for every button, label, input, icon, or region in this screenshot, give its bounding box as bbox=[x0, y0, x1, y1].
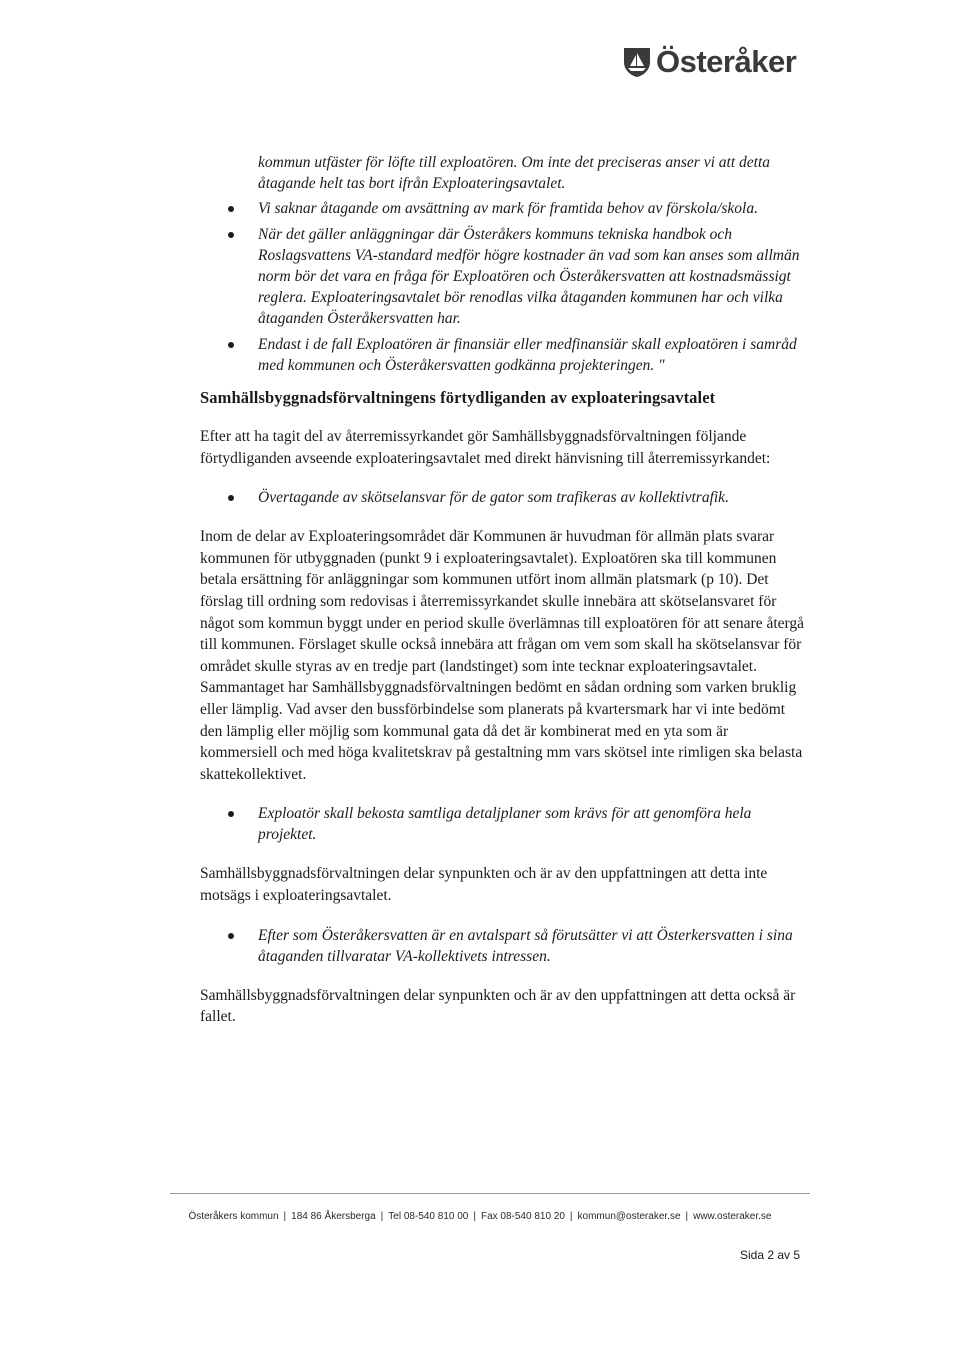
logo-text: Österåker bbox=[656, 44, 797, 79]
footer-email[interactable]: kommun@osteraker.se bbox=[577, 1211, 681, 1222]
document-body bbox=[200, 152, 808, 1046]
page-number: Sida 2 av 5 bbox=[740, 1248, 801, 1262]
response-paragraph: Samhällsbyggnadsförvaltningen delar synpunkten och är av den uppfattningen att detta också är fallet. bbox=[200, 986, 796, 1026]
municipal-shield-icon bbox=[622, 46, 652, 78]
quote-bullet: Endast i de fall Exploatören är finansiär eller medfinansiär skall exploatören i samråd med kommunen och Österåkersvatten godkänna projekteringen. " bbox=[258, 334, 808, 376]
point-bullet: Efter som Österåkersvatten är en avtalspart så förutsätter vi att Österkersvatten i sina åtaganden tillvaratar VA-kollektivets intressen. bbox=[258, 925, 808, 967]
intro-paragraph: Efter att ha tagit del av återremissyrkandet gör Samhällsbyggnadsförvaltningen följande förtydliganden avseende exploateringsavtalet med direkt hänvisning till återremissyrkandet: bbox=[200, 428, 771, 467]
point-list bbox=[200, 925, 808, 967]
footer-divider bbox=[170, 1193, 810, 1194]
footer-org: Österåkers kommun bbox=[188, 1211, 279, 1222]
response-paragraph: Samhällsbyggnadsförvaltningen delar synpunkten och är av den uppfattningen att detta inte motsägs i exploateringsavtalet. bbox=[200, 865, 768, 904]
footer: Österåkers kommun | 184 86 Åkersberga | Tel 08-540 810 00 | Fax 08-540 810 20 | kommun@osteraker.se | www.osteraker.se bbox=[188, 1211, 772, 1222]
quote-continuation: kommun utfäster för löfte till exploatören. Om inte det preciseras anser vi att detta åtagande helt tas bort ifrån Exploateringsavtalet. bbox=[258, 154, 770, 192]
quote-bullet: Vi saknar åtagande om avsättning av mark för framtida behov av förskola/skola. bbox=[258, 198, 808, 219]
footer-fax: Fax 08-540 810 20 bbox=[480, 1211, 565, 1222]
section-heading: Samhällsbyggnadsförvaltningens förtydliganden av exploateringsavtalet bbox=[200, 388, 716, 407]
quote-bullet: När det gäller anläggningar där Österåkers kommuns tekniska handbok och Roslagsvattens VA-standard medför högre kostnader än vad som kan anses som allmän norm bör det vara en fråga för Exploatören och Österåkersvatten att kostnadsmässigt reglera. Exploateringsavtalet bör renodlas vilka åtaganden kommunen har och vilka åtaganden Österåkersvatten har. bbox=[258, 224, 808, 329]
point-bullet: Exploatör skall bekosta samtliga detaljplaner som krävs för att genomföra hela projektet. bbox=[258, 803, 808, 845]
point-list bbox=[200, 803, 808, 845]
footer-address: 184 86 Åkersberga bbox=[291, 1211, 376, 1222]
point-list bbox=[200, 487, 808, 508]
quote-bullet-list bbox=[200, 198, 808, 376]
footer-phone: Tel 08-540 810 00 bbox=[388, 1211, 469, 1222]
response-paragraph: Inom de delar av Exploateringsområdet där Kommunen är huvudman för allmän plats svarar kommunen för utbyggnaden (punkt 9 i exploateringsavtalet). Exploatören ska till kommunen betala ersättning för anläggningar som kommunen utfört inom allmän platsmark (p 10). Det förslag till ordning som redovisas i återremissyrkandet skulle innebära att skötselansvaret för något som kommun byggt under en period skulle överlämnas till exploatören för att senare återgå till kommunen. Förslaget skulle också innebära att frågan om vem som skall ha skötselansvar för området skulle styras av en tredje part (landstinget) som inte tecknar exploateringsavtalet. Sammantaget har Samhällsbyggnadsförvaltningen bedömt en sådan ordning som varken bruklig eller lämplig. Vad avser den bussförbindelse som planerats på kvartersmark har vi inte bedömt den lämplig eller möjlig som kommunal gata då det är kombinerat med en yta som är kommersiell och med höga kvalitetskrav på gestaltning mm vars skötsel inte rimligen ska belasta skattekollektivet. bbox=[200, 528, 805, 783]
point-bullet: Övertagande av skötselansvar för de gator som trafikeras av kollektivtrafik. bbox=[258, 487, 808, 508]
logo bbox=[622, 44, 796, 80]
footer-website[interactable]: www.osteraker.se bbox=[693, 1211, 772, 1222]
